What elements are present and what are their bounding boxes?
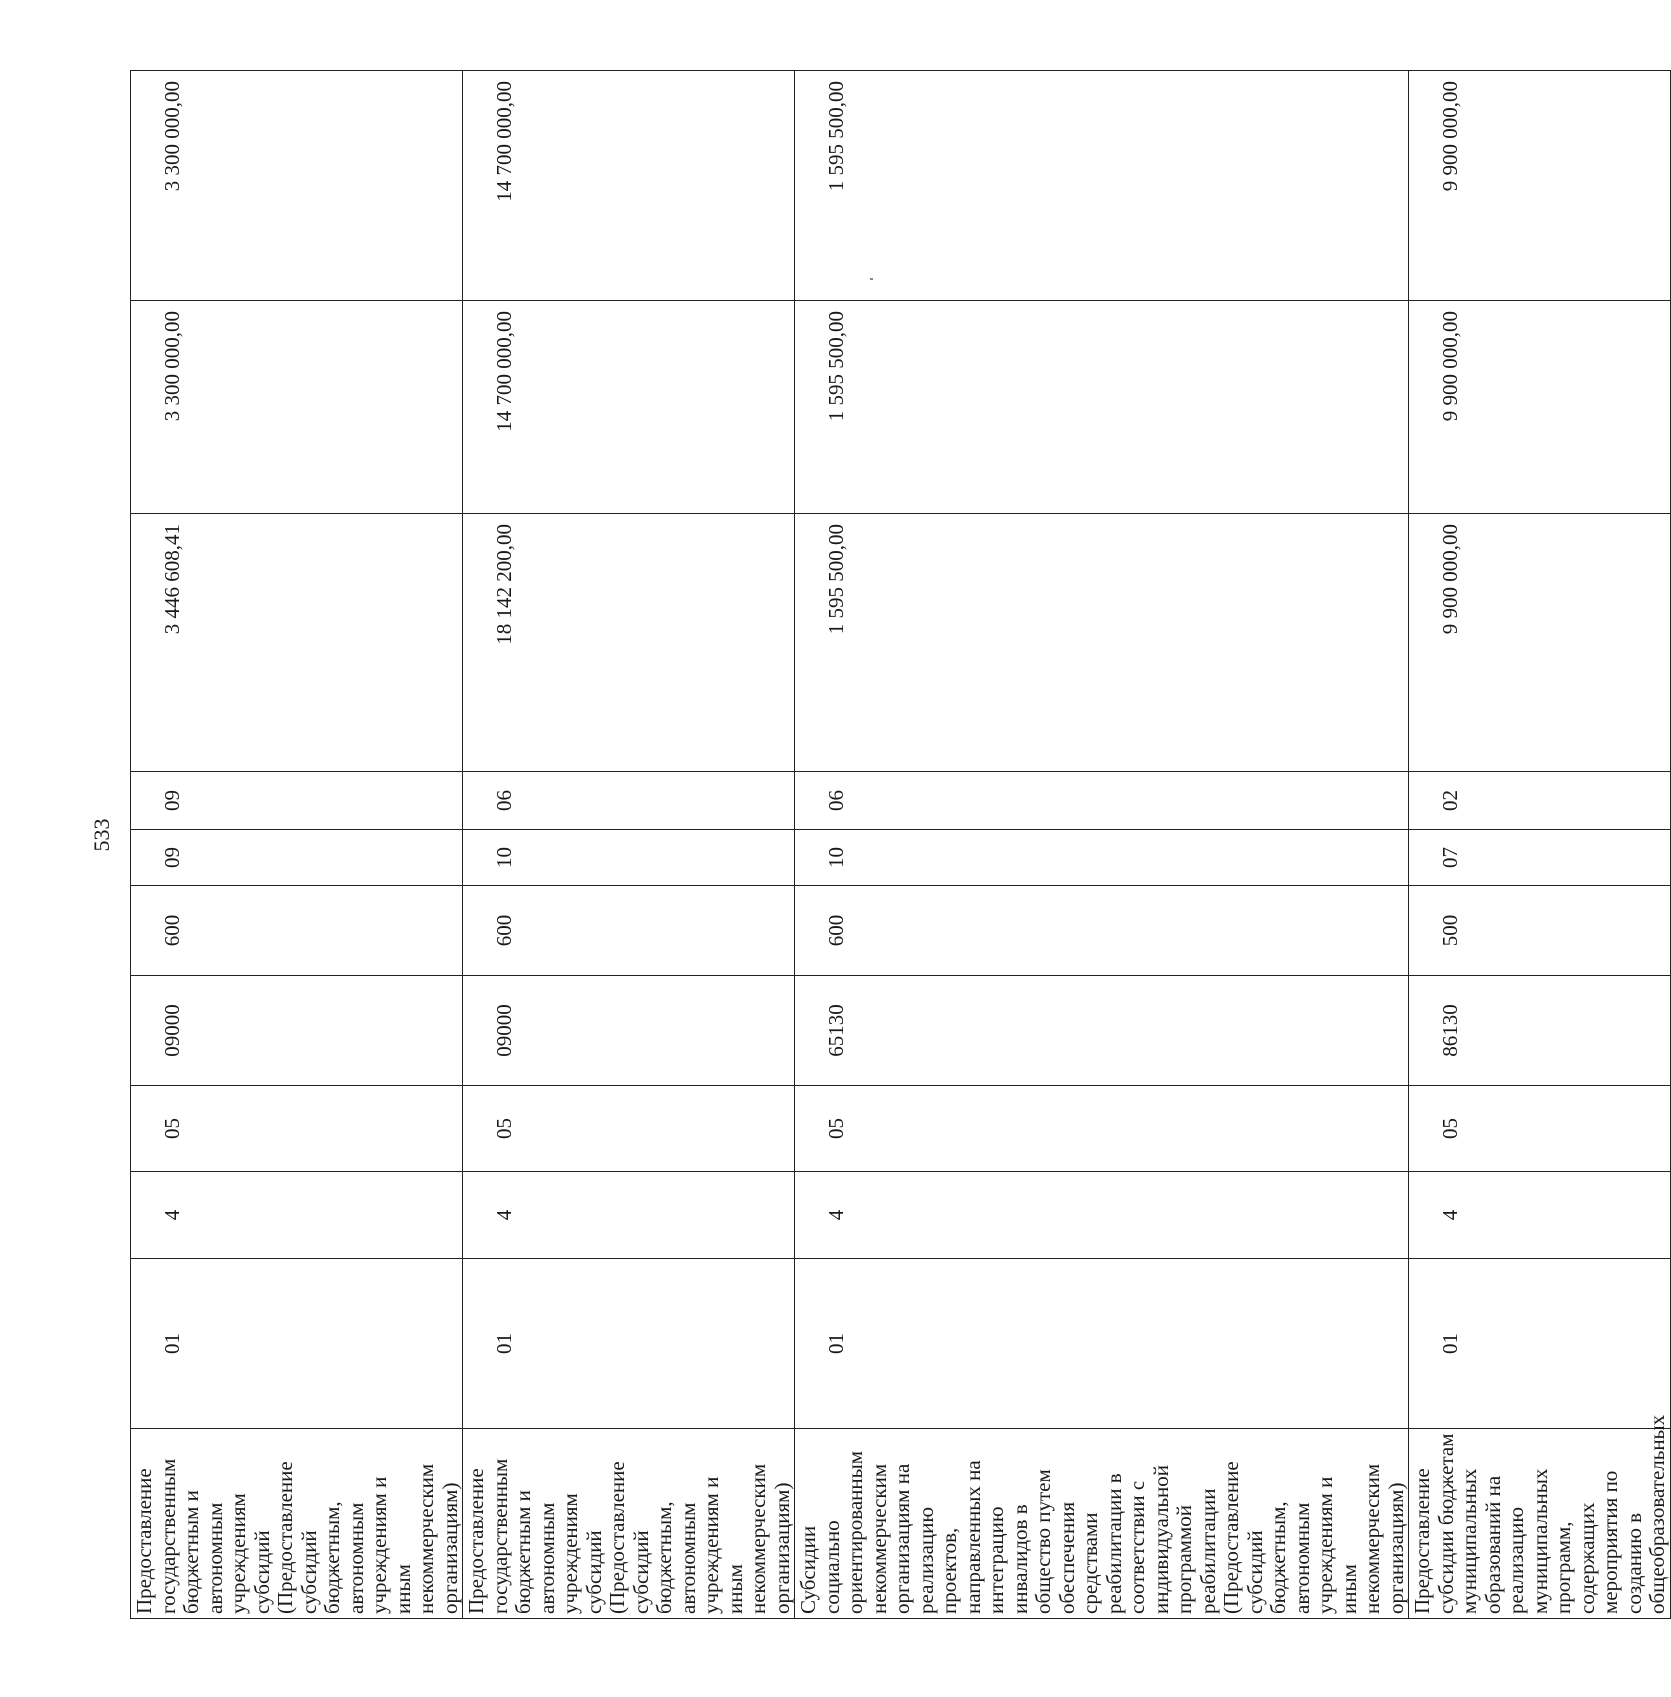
cell-code-6: 10 [463,830,795,886]
cell-code-4: 65130 [795,976,1409,1086]
cell-amount-3: 3 300 000,00 [131,71,463,301]
page-number: 533 [89,818,114,852]
cell-amount-1: 3 446 608,41 [131,514,463,772]
cell-code-7: 06 [463,772,795,830]
cell-code-4: 09000 [463,976,795,1086]
cell-code-7: 02 [1409,772,1671,830]
cell-code-6: 10 [795,830,1409,886]
cell-code-1: 01 [1409,1259,1671,1429]
cell-amount-2: 9 900 000,00 [1409,301,1671,514]
cell-code-3: 05 [795,1086,1409,1172]
table-row [1409,71,1671,1619]
cell-code-2: 4 [131,1172,463,1259]
cell-code-1: 01 [131,1259,463,1429]
cell-code-1: 01 [795,1259,1409,1429]
cell-code-1: 01 [463,1259,795,1429]
cell-amount-1: 18 142 200,00 [463,514,795,772]
cell-code-7: 06 [795,772,1409,830]
cell-amount-1: 9 900 000,00 [1409,514,1671,772]
table-row [795,71,1409,1619]
budget-table-container [130,71,1669,1619]
table-row [463,71,795,1619]
cell-code-7: 09 [131,772,463,830]
cell-code-4: 86130 [1409,976,1671,1086]
cell-amount-3: 9 900 000,00 [1409,71,1671,301]
cell-amount-2: 3 300 000,00 [131,301,463,514]
cell-amount-2: 14 700 000,00 [463,301,795,514]
cell-code-5: 600 [795,886,1409,976]
cell-code-3: 05 [463,1086,795,1172]
row-description: Предоставление субсидии бюджетам муниципальных образований на реализацию муниципальных программ, содержащих мероприятия по созданию в общеобразовательных [1409,1429,1671,1619]
cell-code-3: 05 [1409,1086,1671,1172]
cell-code-2: 4 [795,1172,1409,1259]
scan-speck [870,278,873,280]
cell-code-2: 4 [463,1172,795,1259]
row-description: Предоставление государственным бюджетным и автономным учреждениям субсидий (Предоставление субсидий бюджетным, автономным учреждениям и иным некоммерческим организациям) [463,1429,795,1619]
cell-code-5: 600 [131,886,463,976]
cell-code-6: 07 [1409,830,1671,886]
cell-amount-2: 1 595 500,00 [795,301,1409,514]
cell-code-4: 09000 [131,976,463,1086]
cell-amount-3: 14 700 000,00 [463,71,795,301]
row-description: Предоставление государственным бюджетным и автономным учреждениям субсидий (Предоставление субсидий бюджетным, автономным учреждениям и иным некоммерческим организациям) [131,1429,463,1619]
cell-code-2: 4 [1409,1172,1671,1259]
cell-code-6: 09 [131,830,463,886]
row-description: Субсидии социально ориентированным некоммерческим организациям на реализацию проектов, направленных на интеграцию инвалидов в общество путем обеспечения средствами реабилитации в соответствии с индивидуальной программой реабилитации (Предоставление субсидий бюджетным, автономным учреждениям и иным некоммерческим организациям) [795,1429,1409,1619]
cell-amount-3: 1 595 500,00 [795,71,1409,301]
cell-amount-1: 1 595 500,00 [795,514,1409,772]
cell-code-3: 05 [131,1086,463,1172]
cell-code-5: 600 [463,886,795,976]
table-row [131,71,463,1619]
budget-table [130,70,1671,1619]
cell-code-5: 500 [1409,886,1671,976]
